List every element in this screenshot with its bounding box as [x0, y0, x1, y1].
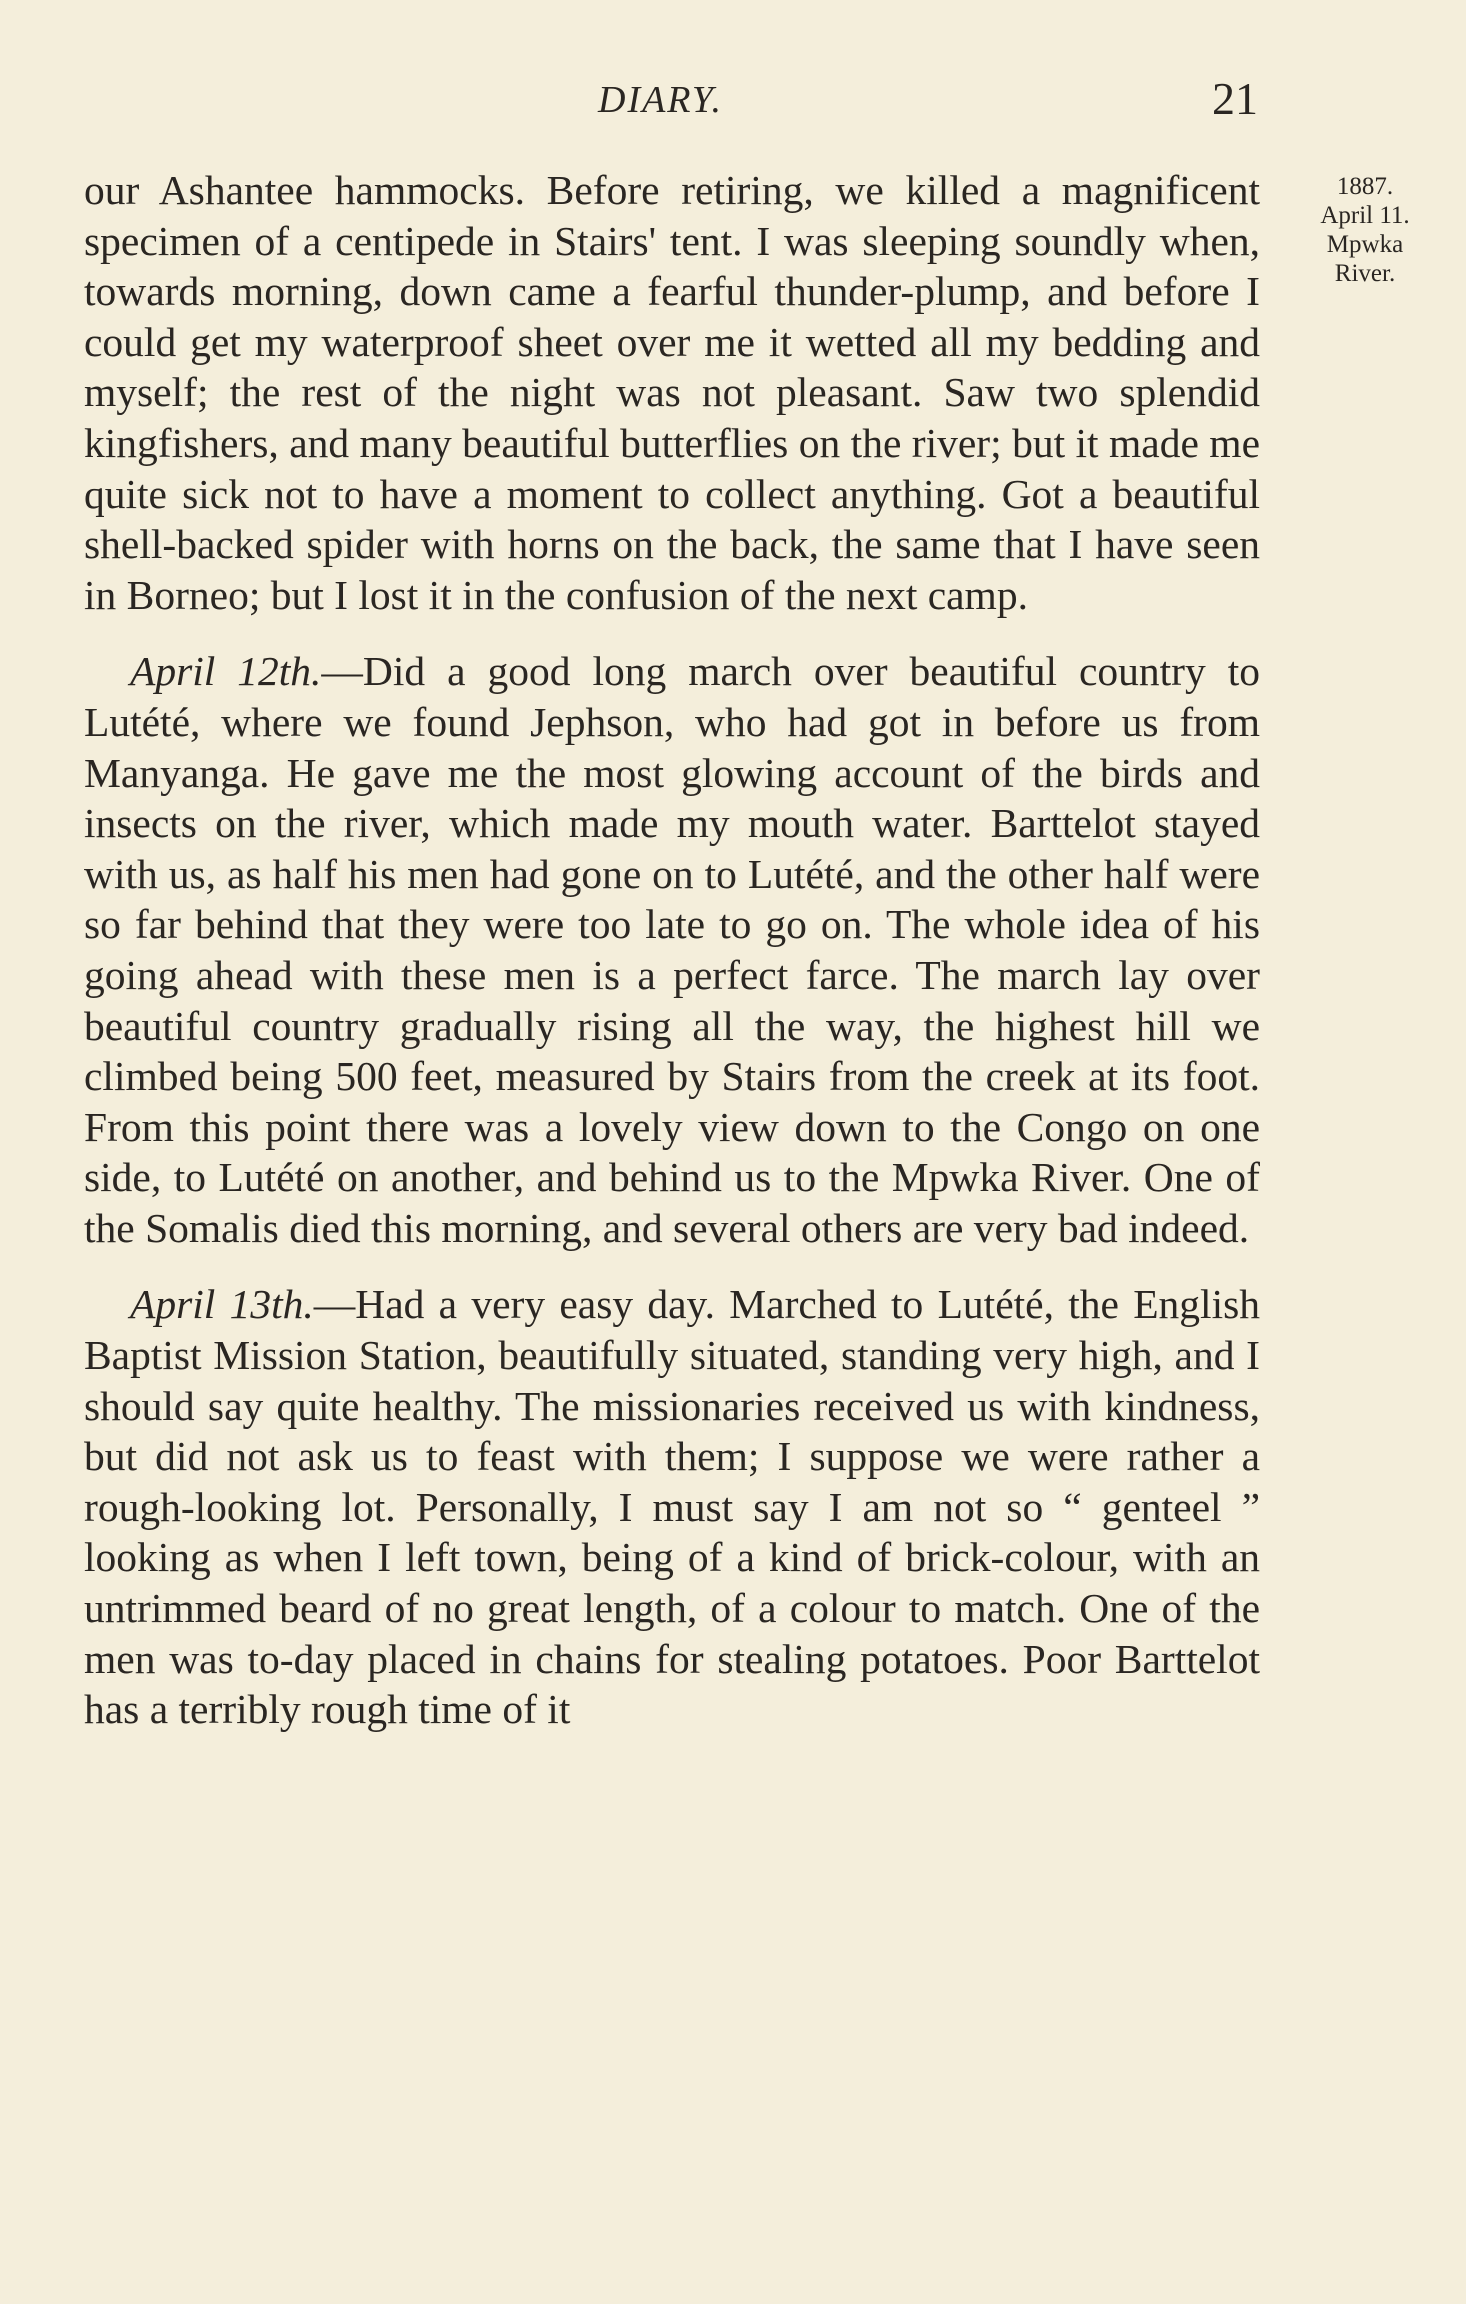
paragraph-text: —Did a good long march over beautiful country to Lutété, where we found Jephson, who had got in before us from Manyanga. He gave me the most glowing account of the birds and insects on the river, which made my mouth water. Barttelot stayed with us, as half his men had gone on to Lutété, and the other half were so far behind that they were too late to go on. The whole idea of his going ahead with these men is a perfect farce. The march lay over beautiful country gradually rising all the way, the highest hill we climbed being 500 feet, measured by Stairs from the creek at its foot. From this point there was a lovely view down to the Congo on one side, to Lutété on another, and behind us to the Mpwka River. One of the Somalis died this morning, and several others are very bad indeed. — [84, 648, 1260, 1251]
paragraph-text: our Ashantee hammocks. Before retiring, we killed a magnificent specimen of a centipede in Stairs' tent. I was sleeping soundly when, towards morning, down came a fearful thunder-plump, and before I could get my waterproof sheet over me it wetted all my bedding and myself; the rest of the night was not pleasant. Saw two splendid kingfishers, and many beautiful butterflies on the river; but it made me quite sick not to have a moment to collect anything. Got a beautiful shell-backed spider with horns on the back, the same that I have seen in Borneo; but I lost it in the confusion of the next camp. — [84, 167, 1260, 618]
body-text — [84, 165, 1260, 1735]
running-head-title: DIARY. — [598, 79, 723, 121]
entry-date: April 13th. — [130, 1281, 314, 1328]
paragraph-text: —Had a very easy day. Marched to Lutété, the English Baptist Mission Station, beautifully situated, standing very high, and I should say quite healthy. The missionaries received us with kindness, but did not ask us to feast with them; I suppose we were rather a rough-looking lot. Personally, I must say I am not so “ genteel ” looking as when I left town, being of a kind of brick-colour, with an untrimmed beard of no great length, of a colour to match. One of the men was to-day placed in chains for stealing potatoes. Poor Barttelot has a terribly rough time of it — [84, 1281, 1261, 1733]
margin-note — [1290, 172, 1440, 288]
paragraph-april-13 — [84, 1279, 1260, 1734]
running-head — [0, 72, 1466, 132]
entry-date: April 12th. — [130, 648, 322, 695]
margin-note-year: 1887. — [1336, 173, 1394, 200]
margin-note-date: April 11. — [1320, 202, 1410, 229]
paragraph-april-12 — [84, 646, 1260, 1253]
paragraph-continuation — [84, 165, 1260, 620]
margin-note-place-2: River. — [1334, 260, 1396, 287]
page-number: 21 — [1212, 73, 1258, 124]
margin-note-place: Mpwka — [1326, 231, 1404, 258]
